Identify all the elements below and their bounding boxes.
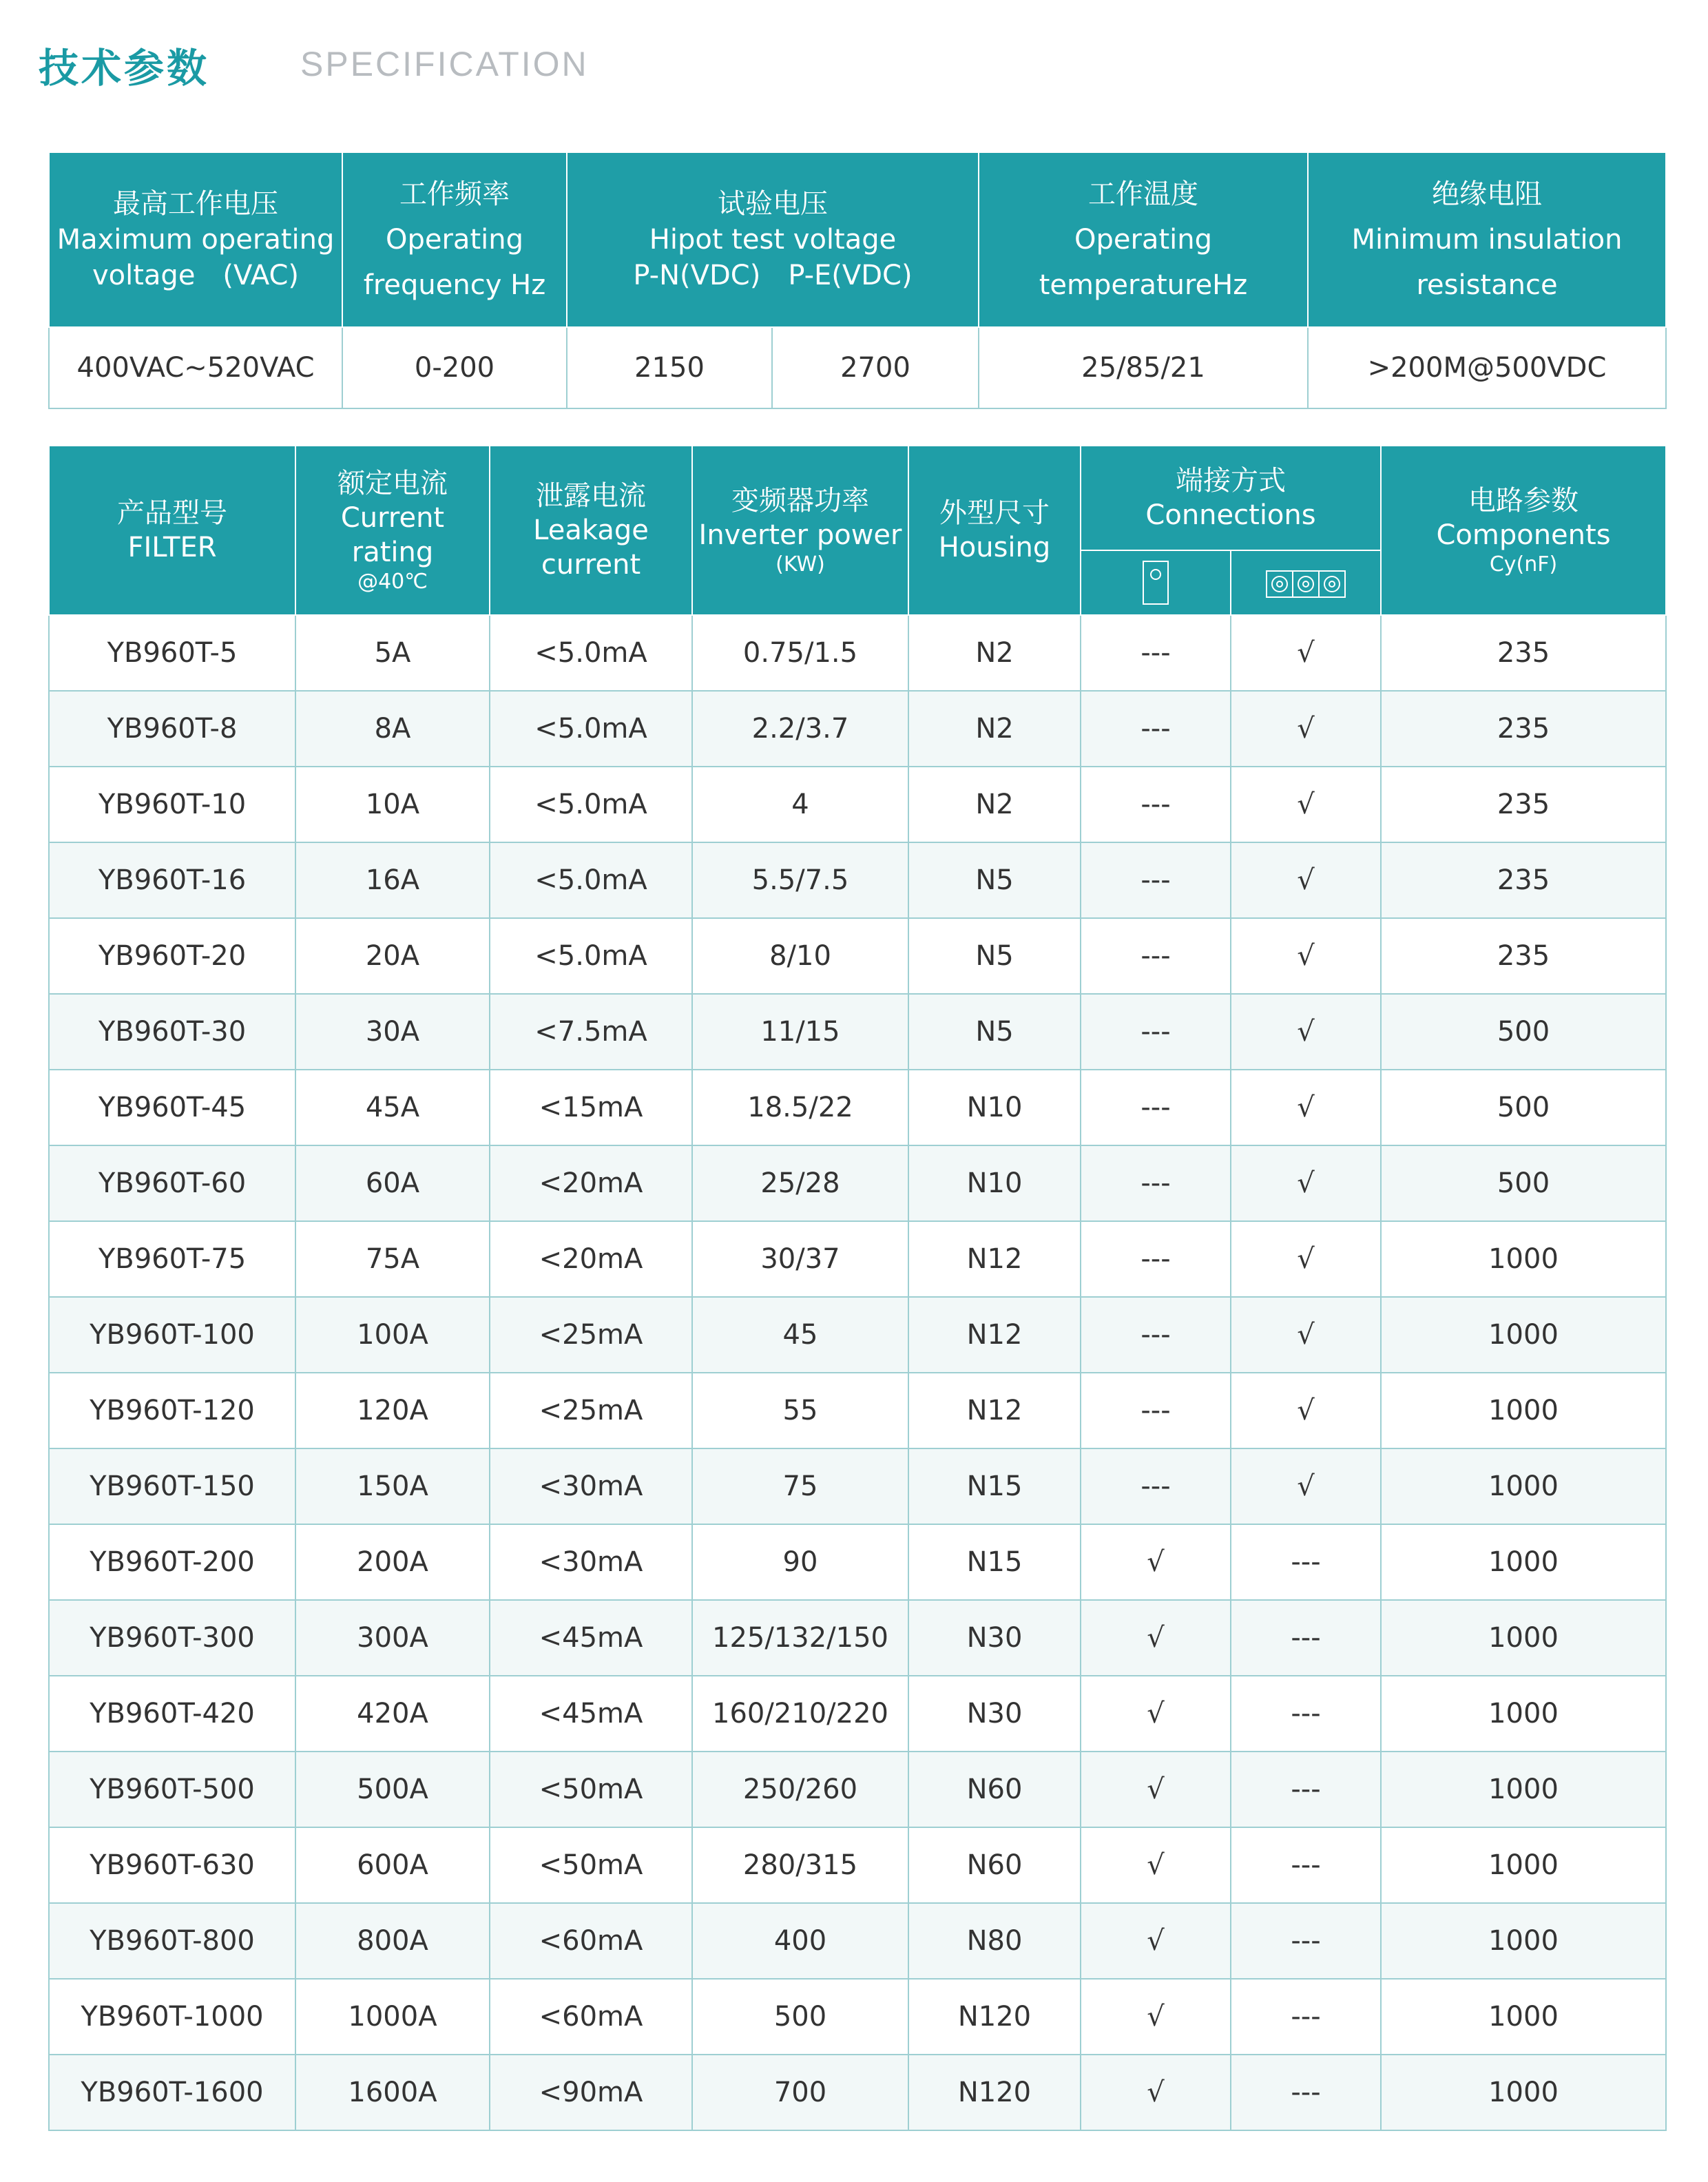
cell-model: YB960T-16 bbox=[49, 842, 295, 918]
spec-header-temperature: 工作温度 Operating temperatureHz bbox=[979, 152, 1308, 327]
table-row bbox=[49, 1827, 1666, 1903]
cell-components: 1000 bbox=[1381, 1979, 1666, 2055]
table-row bbox=[49, 1600, 1666, 1676]
cell-current: 5A bbox=[295, 615, 490, 691]
cell-housing: N60 bbox=[908, 1752, 1081, 1827]
cell-power: 45 bbox=[692, 1297, 908, 1373]
table-row bbox=[49, 1524, 1666, 1600]
cell-conn-stud: √ bbox=[1231, 994, 1381, 1070]
table-row bbox=[49, 1145, 1666, 1221]
spec-header-frequency: 工作频率 Operating frequency Hz bbox=[342, 152, 567, 327]
spec-hipot-pe-value: 2700 bbox=[772, 327, 979, 408]
cell-components: 235 bbox=[1381, 615, 1666, 691]
cell-power: 4 bbox=[692, 767, 908, 842]
header-current: 额定电流 Current rating @40℃ bbox=[295, 446, 490, 615]
cell-model: YB960T-75 bbox=[49, 1221, 295, 1297]
cell-components: 1000 bbox=[1381, 1373, 1666, 1448]
cell-leakage: <50mA bbox=[490, 1827, 692, 1903]
cell-components: 1000 bbox=[1381, 1600, 1666, 1676]
cell-leakage: <20mA bbox=[490, 1145, 692, 1221]
page-title-en: SPECIFICATION bbox=[300, 45, 589, 83]
cell-model: YB960T-1600 bbox=[49, 2055, 295, 2130]
product-rows bbox=[49, 615, 1666, 2130]
cell-components: 1000 bbox=[1381, 1448, 1666, 1524]
cell-conn-stud: √ bbox=[1231, 615, 1381, 691]
cell-current: 800A bbox=[295, 1903, 490, 1979]
cell-housing: N60 bbox=[908, 1827, 1081, 1903]
cell-power: 280/315 bbox=[692, 1827, 908, 1903]
cell-conn-terminal: √ bbox=[1081, 2055, 1231, 2130]
cell-power: 75 bbox=[692, 1448, 908, 1524]
cell-current: 8A bbox=[295, 691, 490, 767]
table-row bbox=[49, 1448, 1666, 1524]
table-row bbox=[49, 615, 1666, 691]
cell-housing: N2 bbox=[908, 691, 1081, 767]
cell-current: 120A bbox=[295, 1373, 490, 1448]
cell-leakage: <5.0mA bbox=[490, 691, 692, 767]
cell-leakage: <60mA bbox=[490, 1903, 692, 1979]
cell-leakage: <45mA bbox=[490, 1676, 692, 1752]
cell-conn-stud: --- bbox=[1231, 1903, 1381, 1979]
cell-conn-terminal: --- bbox=[1081, 1070, 1231, 1145]
spec-insulation-value: >200M@500VDC bbox=[1308, 327, 1666, 408]
cell-components: 1000 bbox=[1381, 1297, 1666, 1373]
cell-conn-terminal: √ bbox=[1081, 1979, 1231, 2055]
cell-components: 1000 bbox=[1381, 1903, 1666, 1979]
cell-housing: N15 bbox=[908, 1448, 1081, 1524]
cell-power: 500 bbox=[692, 1979, 908, 2055]
cell-conn-stud: √ bbox=[1231, 1448, 1381, 1524]
cell-conn-stud: --- bbox=[1231, 1676, 1381, 1752]
cell-housing: N2 bbox=[908, 615, 1081, 691]
cell-current: 100A bbox=[295, 1297, 490, 1373]
cell-housing: N2 bbox=[908, 767, 1081, 842]
cell-leakage: <25mA bbox=[490, 1373, 692, 1448]
page-title-zh: 技术参数 bbox=[39, 45, 210, 92]
cell-model: YB960T-60 bbox=[49, 1145, 295, 1221]
cell-conn-stud: √ bbox=[1231, 842, 1381, 918]
cell-leakage: <90mA bbox=[490, 2055, 692, 2130]
cell-conn-terminal: --- bbox=[1081, 615, 1231, 691]
cell-conn-stud: --- bbox=[1231, 1524, 1381, 1600]
table-row bbox=[49, 1070, 1666, 1145]
table-row bbox=[49, 1221, 1666, 1297]
cell-conn-terminal: √ bbox=[1081, 1600, 1231, 1676]
cell-power: 400 bbox=[692, 1903, 908, 1979]
cell-current: 600A bbox=[295, 1827, 490, 1903]
cell-model: YB960T-30 bbox=[49, 994, 295, 1070]
cell-power: 55 bbox=[692, 1373, 908, 1448]
table-row bbox=[49, 918, 1666, 994]
terminal-block-icon bbox=[1143, 561, 1169, 605]
cell-leakage: <25mA bbox=[490, 1297, 692, 1373]
cell-conn-stud: --- bbox=[1231, 1979, 1381, 2055]
table-row bbox=[49, 1297, 1666, 1373]
cell-housing: N10 bbox=[908, 1145, 1081, 1221]
cell-components: 1000 bbox=[1381, 1524, 1666, 1600]
cell-power: 8/10 bbox=[692, 918, 908, 994]
cell-conn-stud: --- bbox=[1231, 1827, 1381, 1903]
spec-table bbox=[48, 152, 1667, 409]
table-row bbox=[49, 1373, 1666, 1448]
cell-conn-stud: --- bbox=[1231, 1600, 1381, 1676]
cell-conn-stud: √ bbox=[1231, 1373, 1381, 1448]
table-row bbox=[49, 842, 1666, 918]
spec-header-insulation: 绝缘电阻 Minimum insulation resistance bbox=[1308, 152, 1666, 327]
cell-leakage: <7.5mA bbox=[490, 994, 692, 1070]
cell-leakage: <60mA bbox=[490, 1979, 692, 2055]
cell-housing: N80 bbox=[908, 1903, 1081, 1979]
cell-housing: N5 bbox=[908, 918, 1081, 994]
cell-components: 1000 bbox=[1381, 1221, 1666, 1297]
cell-current: 150A bbox=[295, 1448, 490, 1524]
cell-housing: N5 bbox=[908, 994, 1081, 1070]
cell-housing: N120 bbox=[908, 2055, 1081, 2130]
cell-current: 16A bbox=[295, 842, 490, 918]
cell-components: 1000 bbox=[1381, 1752, 1666, 1827]
cell-conn-terminal: --- bbox=[1081, 1221, 1231, 1297]
cell-conn-terminal: --- bbox=[1081, 1448, 1231, 1524]
cell-conn-terminal: √ bbox=[1081, 1903, 1231, 1979]
cell-housing: N30 bbox=[908, 1600, 1081, 1676]
cell-model: YB960T-630 bbox=[49, 1827, 295, 1903]
cell-conn-terminal: --- bbox=[1081, 1297, 1231, 1373]
cell-leakage: <5.0mA bbox=[490, 918, 692, 994]
cell-power: 250/260 bbox=[692, 1752, 908, 1827]
cell-leakage: <30mA bbox=[490, 1524, 692, 1600]
cell-power: 90 bbox=[692, 1524, 908, 1600]
cell-power: 30/37 bbox=[692, 1221, 908, 1297]
cell-leakage: <5.0mA bbox=[490, 767, 692, 842]
cell-conn-stud: √ bbox=[1231, 1145, 1381, 1221]
cell-conn-terminal: --- bbox=[1081, 918, 1231, 994]
cell-leakage: <50mA bbox=[490, 1752, 692, 1827]
table-row bbox=[49, 1676, 1666, 1752]
cell-current: 10A bbox=[295, 767, 490, 842]
header-power: 变频器功率 Inverter power (KW) bbox=[692, 446, 908, 615]
table-row bbox=[49, 767, 1666, 842]
cell-power: 0.75/1.5 bbox=[692, 615, 908, 691]
cell-housing: N30 bbox=[908, 1676, 1081, 1752]
cell-components: 1000 bbox=[1381, 1676, 1666, 1752]
cell-leakage: <5.0mA bbox=[490, 615, 692, 691]
cell-model: YB960T-5 bbox=[49, 615, 295, 691]
cell-leakage: <30mA bbox=[490, 1448, 692, 1524]
cell-model: YB960T-8 bbox=[49, 691, 295, 767]
cell-current: 420A bbox=[295, 1676, 490, 1752]
cell-conn-stud: √ bbox=[1231, 1070, 1381, 1145]
cell-components: 1000 bbox=[1381, 2055, 1666, 2130]
header-housing: 外型尺寸 Housing bbox=[908, 446, 1081, 615]
cell-model: YB960T-800 bbox=[49, 1903, 295, 1979]
spec-frequency-value: 0-200 bbox=[342, 327, 567, 408]
table-row bbox=[49, 2055, 1666, 2130]
table-row bbox=[49, 1903, 1666, 1979]
cell-model: YB960T-20 bbox=[49, 918, 295, 994]
cell-model: YB960T-45 bbox=[49, 1070, 295, 1145]
cell-power: 700 bbox=[692, 2055, 908, 2130]
cell-current: 75A bbox=[295, 1221, 490, 1297]
cell-housing: N12 bbox=[908, 1297, 1081, 1373]
cell-conn-terminal: --- bbox=[1081, 994, 1231, 1070]
cell-power: 11/15 bbox=[692, 994, 908, 1070]
cell-current: 30A bbox=[295, 994, 490, 1070]
cell-power: 5.5/7.5 bbox=[692, 842, 908, 918]
cell-conn-terminal: √ bbox=[1081, 1676, 1231, 1752]
cell-current: 200A bbox=[295, 1524, 490, 1600]
cell-power: 125/132/150 bbox=[692, 1600, 908, 1676]
cell-housing: N12 bbox=[908, 1373, 1081, 1448]
cell-current: 45A bbox=[295, 1070, 490, 1145]
cell-conn-stud: √ bbox=[1231, 918, 1381, 994]
header-connections: 端接方式 Connections bbox=[1081, 446, 1381, 550]
header-connection-stud bbox=[1231, 550, 1381, 615]
cell-power: 2.2/3.7 bbox=[692, 691, 908, 767]
cell-components: 500 bbox=[1381, 1145, 1666, 1221]
cell-components: 500 bbox=[1381, 1070, 1666, 1145]
cell-conn-terminal: --- bbox=[1081, 1145, 1231, 1221]
cell-conn-stud: √ bbox=[1231, 1297, 1381, 1373]
cell-leakage: <5.0mA bbox=[490, 842, 692, 918]
cell-conn-terminal: --- bbox=[1081, 1373, 1231, 1448]
cell-conn-stud: √ bbox=[1231, 767, 1381, 842]
cell-conn-terminal: --- bbox=[1081, 842, 1231, 918]
spec-header-voltage: 最高工作电压 Maximum operating voltage (VAC) bbox=[49, 152, 342, 327]
cell-conn-terminal: √ bbox=[1081, 1827, 1231, 1903]
cell-conn-stud: √ bbox=[1231, 691, 1381, 767]
spec-voltage-value: 400VAC~520VAC bbox=[49, 327, 342, 408]
cell-housing: N120 bbox=[908, 1979, 1081, 2055]
cell-components: 500 bbox=[1381, 994, 1666, 1070]
cell-housing: N10 bbox=[908, 1070, 1081, 1145]
cell-leakage: <20mA bbox=[490, 1221, 692, 1297]
cell-power: 25/28 bbox=[692, 1145, 908, 1221]
cell-conn-terminal: --- bbox=[1081, 767, 1231, 842]
cell-model: YB960T-420 bbox=[49, 1676, 295, 1752]
cell-model: YB960T-300 bbox=[49, 1600, 295, 1676]
cell-power: 160/210/220 bbox=[692, 1676, 908, 1752]
cell-model: YB960T-200 bbox=[49, 1524, 295, 1600]
cell-conn-terminal: --- bbox=[1081, 691, 1231, 767]
triple-stud-icon bbox=[1266, 570, 1346, 598]
spec-temperature-value: 25/85/21 bbox=[979, 327, 1308, 408]
cell-current: 300A bbox=[295, 1600, 490, 1676]
table-row bbox=[49, 1979, 1666, 2055]
header-components: 电路参数 Components Cy(nF) bbox=[1381, 446, 1666, 615]
table-row bbox=[49, 691, 1666, 767]
cell-model: YB960T-1000 bbox=[49, 1979, 295, 2055]
header-leakage: 泄露电流 Leakage current bbox=[490, 446, 692, 615]
cell-housing: N12 bbox=[908, 1221, 1081, 1297]
cell-housing: N5 bbox=[908, 842, 1081, 918]
cell-leakage: <45mA bbox=[490, 1600, 692, 1676]
cell-components: 1000 bbox=[1381, 1827, 1666, 1903]
spec-hipot-pn-value: 2150 bbox=[567, 327, 772, 408]
cell-power: 18.5/22 bbox=[692, 1070, 908, 1145]
cell-conn-stud: --- bbox=[1231, 2055, 1381, 2130]
cell-conn-terminal: √ bbox=[1081, 1524, 1231, 1600]
cell-model: YB960T-150 bbox=[49, 1448, 295, 1524]
header-connection-terminal bbox=[1081, 550, 1231, 615]
cell-conn-stud: --- bbox=[1231, 1752, 1381, 1827]
table-row bbox=[49, 1752, 1666, 1827]
product-table bbox=[48, 445, 1667, 2131]
cell-leakage: <15mA bbox=[490, 1070, 692, 1145]
cell-components: 235 bbox=[1381, 918, 1666, 994]
cell-current: 500A bbox=[295, 1752, 490, 1827]
cell-housing: N15 bbox=[908, 1524, 1081, 1600]
spec-header-hipot: 试验电压 Hipot test voltage P-N(VDC) P-E(VDC) bbox=[567, 152, 979, 327]
cell-model: YB960T-120 bbox=[49, 1373, 295, 1448]
table-row bbox=[49, 994, 1666, 1070]
cell-model: YB960T-500 bbox=[49, 1752, 295, 1827]
cell-components: 235 bbox=[1381, 767, 1666, 842]
cell-conn-stud: √ bbox=[1231, 1221, 1381, 1297]
cell-current: 1600A bbox=[295, 2055, 490, 2130]
cell-conn-terminal: √ bbox=[1081, 1752, 1231, 1827]
cell-current: 20A bbox=[295, 918, 490, 994]
header-model: 产品型号 FILTER bbox=[49, 446, 295, 615]
cell-model: YB960T-10 bbox=[49, 767, 295, 842]
cell-components: 235 bbox=[1381, 842, 1666, 918]
cell-components: 235 bbox=[1381, 691, 1666, 767]
cell-current: 1000A bbox=[295, 1979, 490, 2055]
cell-model: YB960T-100 bbox=[49, 1297, 295, 1373]
cell-current: 60A bbox=[295, 1145, 490, 1221]
